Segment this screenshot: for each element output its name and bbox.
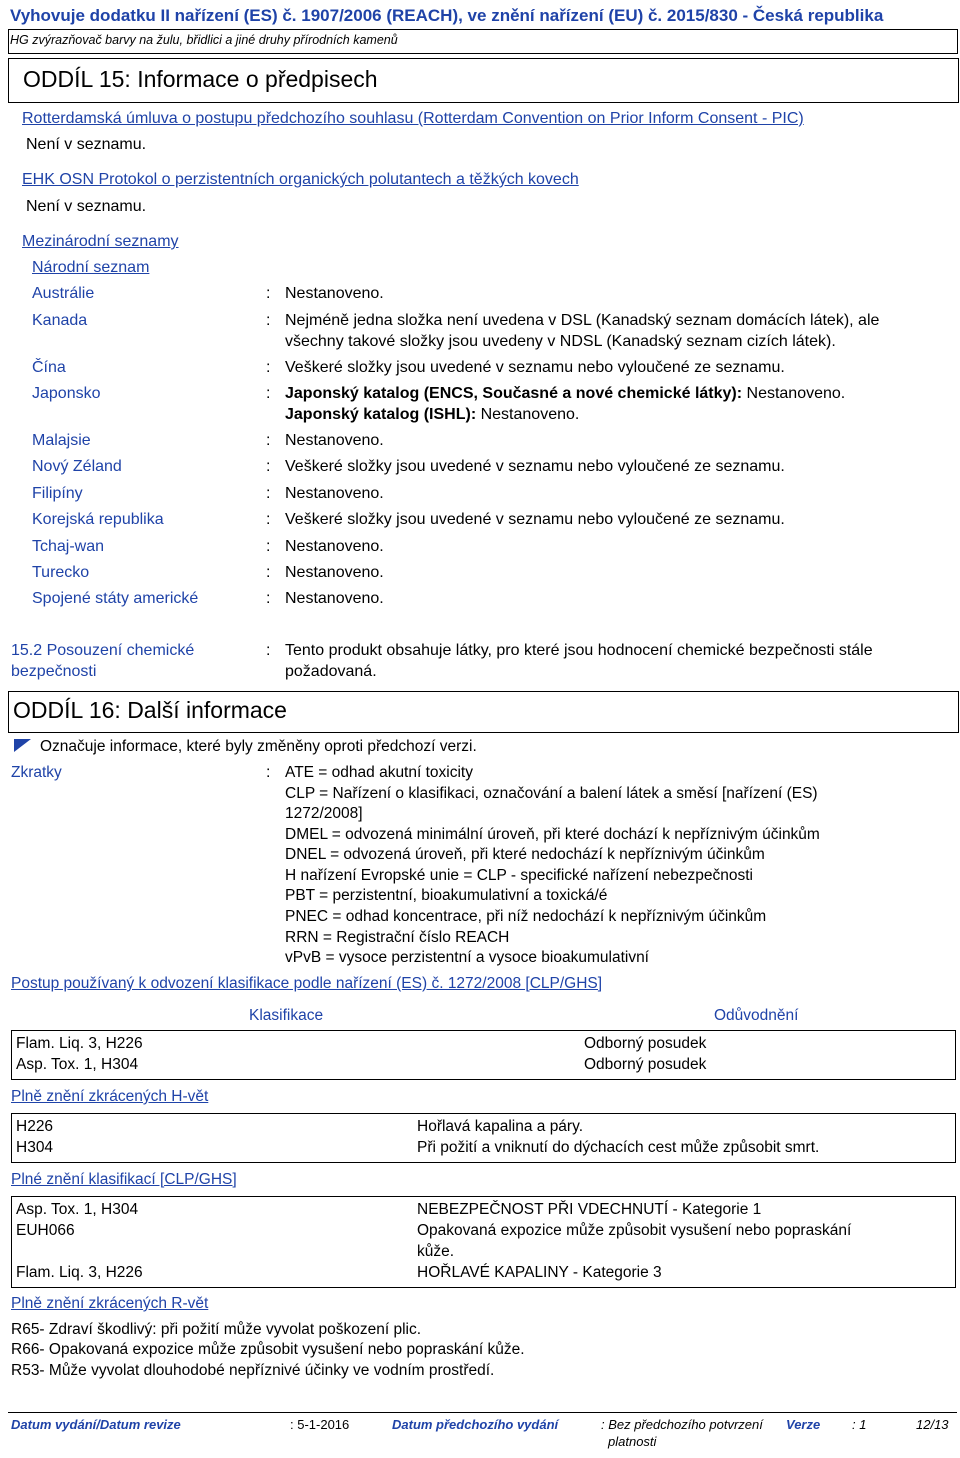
document-title: Vyhovuje dodatku II nařízení (ES) č. 1907/2006 (REACH), ve znění nařízení (EU) č. 2015/830 - Česká republika [10, 6, 884, 25]
classification-cell: Asp. Tox. 1, H304 [16, 1056, 139, 1073]
abbreviation-line: CLP = Nařízení o klasifikaci, označování a balení látek a směsí [nařízení (ES) [285, 785, 818, 802]
inventory-value-japan-2 [285, 406, 579, 424]
inventory-value: Nejméně jedna složka není uvedena v DSL (Kanadský seznam domácích látek), ale [285, 312, 880, 329]
product-name: HG zvýrazňovač barvy na žulu, břidlici a jiné druhy přírodních kamenů [10, 33, 398, 47]
r-phrase: R66- Opakovaná expozice může způsobit vysušení nebo popraskání kůže. [11, 1341, 525, 1358]
colon: : [266, 511, 271, 528]
footer-issue-label: Datum vydání/Datum revize [11, 1417, 181, 1432]
inventory-value-japan-1 [285, 385, 845, 403]
inventory-value: Nestanoveno. [285, 485, 384, 502]
assessment-label: 15.2 Posouzení chemické [11, 642, 195, 659]
colon: : [266, 385, 271, 402]
inventory-value: Nestanoveno. [285, 432, 384, 449]
inventory-value: Veškeré složky jsou uvedené v seznamu nebo vyloučené ze seznamu. [285, 511, 785, 528]
inventory-value: Nestanoveno. [285, 538, 384, 555]
japan-value-1: Nestanoveno. [742, 385, 846, 402]
inventory-value: Veškeré složky jsou uvedené v seznamu nebo vyloučené ze seznamu. [285, 359, 785, 376]
abbreviation-line: ATE = odhad akutní toxicity [285, 764, 473, 781]
h-text: Při požití a vniknutí do dýchacích cest může způsobit smrt. [417, 1139, 820, 1156]
colon: : [266, 458, 271, 475]
ehk-value: Není v seznamu. [26, 198, 147, 215]
assessment-value: požadovaná. [285, 663, 377, 680]
abbreviation-line: PBT = perzistentní, bioakumulativní a toxická/é [285, 887, 608, 904]
clp-code: EUH066 [16, 1222, 75, 1239]
r-phrase: R65- Zdraví škodlivý: při požití může vyvolat poškození plic. [11, 1321, 422, 1338]
h-code: H226 [16, 1118, 54, 1135]
ehk-heading: EHK OSN Protokol o perzistentních organických polutantech a těžkých kovech [22, 171, 579, 188]
colon: : [266, 312, 271, 329]
justification-cell: Odborný posudek [584, 1056, 707, 1073]
intl-lists-heading: Mezinárodní seznamy [22, 233, 179, 250]
r-phrases-heading: Plně znění zkrácených R-vět [11, 1295, 209, 1312]
assessment-label: bezpečnosti [11, 663, 97, 680]
clp-text: Opakovaná expozice může způsobit vysušení nebo popraskání [417, 1222, 852, 1239]
changed-marker-icon [13, 738, 32, 753]
rotterdam-value: Není v seznamu. [26, 136, 147, 153]
footer-prev-label: Datum předchozího vydání [392, 1417, 559, 1432]
colon: : [266, 485, 271, 502]
colon: : [266, 764, 271, 781]
colon: : [266, 538, 271, 555]
section-16-title: ODDÍL 16: Další informace [13, 697, 287, 723]
assessment-value: Tento produkt obsahuje látky, pro které jsou hodnocení chemické bezpečnosti stále [285, 642, 873, 659]
r-phrase: R53- Může vyvolat dlouhodobé nepříznivé účinky ve vodním prostředí. [11, 1362, 495, 1379]
abbreviation-line: DNEL = odvozená úroveň, při které nedochází k nepříznivým účinkům [285, 846, 765, 863]
inventory-value: Nestanoveno. [285, 590, 384, 607]
japan-value-2: Nestanoveno. [476, 406, 580, 423]
inventory-value: Nestanoveno. [285, 285, 384, 302]
national-list-heading: Národní seznam [32, 259, 150, 276]
footer-issue-value: : 5-1-2016 [290, 1417, 350, 1432]
abbreviation-line: H nařízení Evropské unie = CLP - specifické nařízení nebezpečnosti [285, 867, 753, 884]
footer-version-value: : 1 [852, 1417, 867, 1432]
inventory-label: Filipíny [32, 485, 83, 502]
clp-code: Asp. Tox. 1, H304 [16, 1201, 139, 1218]
page-number: 12/13 [916, 1417, 949, 1432]
colon: : [266, 642, 271, 659]
abbreviation-line: 1272/2008] [285, 805, 363, 822]
abbreviations-label: Zkratky [11, 764, 62, 781]
inventory-label: Nový Zéland [32, 458, 122, 475]
footer-prev-value: : Bez předchozího potvrzení [601, 1417, 763, 1432]
justification-header: Odůvodnění [714, 1007, 799, 1024]
classification-cell: Flam. Liq. 3, H226 [16, 1035, 143, 1052]
japan-label-2: Japonský katalog (ISHL): [285, 406, 477, 423]
inventory-label: Spojené státy americké [32, 590, 199, 607]
clp-text: NEBEZPEČNOST PŘI VDECHNUTÍ - Kategorie 1 [417, 1201, 762, 1218]
h-statements-heading: Plně znění zkrácených H-vět [11, 1088, 209, 1105]
inventory-label: Tchaj-wan [32, 538, 105, 555]
colon: : [266, 590, 271, 607]
colon: : [266, 432, 271, 449]
h-text: Hořlavá kapalina a páry. [417, 1118, 583, 1135]
section-15-title: ODDÍL 15: Informace o předpisech [23, 66, 378, 92]
rotterdam-heading: Rotterdamská úmluva o postupu předchozího souhlasu (Rotterdam Convention on Prior Inform Consent - PIC) [22, 110, 804, 127]
classification-table [11, 1030, 956, 1080]
clp-text: kůže. [417, 1243, 455, 1260]
h-code: H304 [16, 1139, 54, 1156]
inventory-label: Japonsko [32, 385, 101, 402]
inventory-label: Kanada [32, 312, 88, 329]
inventory-label: Turecko [32, 564, 90, 581]
footer-prev-value: platnosti [608, 1434, 657, 1449]
abbreviation-line: RRN = Registrační číslo REACH [285, 929, 510, 946]
footer-version-label: Verze [786, 1417, 821, 1432]
inventory-label: Čína [32, 359, 66, 376]
inventory-value: všechny takové složky jsou uvedeny v NDSL (Kanadský seznam cizích látek). [285, 333, 836, 350]
abbreviation-line: PNEC = odhad koncentrace, při níž nedochází k nepříznivým účinkům [285, 908, 767, 925]
inventory-value: Veškeré složky jsou uvedené v seznamu nebo vyloučené ze seznamu. [285, 458, 785, 475]
justification-cell: Odborný posudek [584, 1035, 707, 1052]
footer-divider [8, 1412, 957, 1413]
inventory-label: Malajsie [32, 432, 91, 449]
abbreviation-line: DMEL = odvozená minimální úroveň, při které dochází k nepříznivým účinkům [285, 826, 820, 843]
colon: : [266, 359, 271, 376]
inventory-value: Nestanoveno. [285, 564, 384, 581]
clp-text: HOŘLAVÉ KAPALINY - Kategorie 3 [417, 1264, 662, 1281]
procedure-heading: Postup používaný k odvození klasifikace podle nařízení (ES) č. 1272/2008 [CLP/GHS] [11, 975, 603, 992]
classification-header: Klasifikace [249, 1007, 324, 1024]
colon: : [266, 564, 271, 581]
colon: : [266, 285, 271, 302]
changed-note: Označuje informace, které byly změněny oproti předchozí verzi. [40, 738, 477, 755]
inventory-label: Korejská republika [32, 511, 164, 528]
abbreviation-line: vPvB = vysoce perzistentní a vysoce bioakumulativní [285, 949, 649, 966]
clp-heading: Plné znění klasifikací [CLP/GHS] [11, 1171, 237, 1188]
inventory-label: Austrálie [32, 285, 95, 302]
japan-label-1: Japonský katalog (ENCS, Současné a nové chemické látky): [285, 385, 743, 402]
clp-code: Flam. Liq. 3, H226 [16, 1264, 143, 1281]
